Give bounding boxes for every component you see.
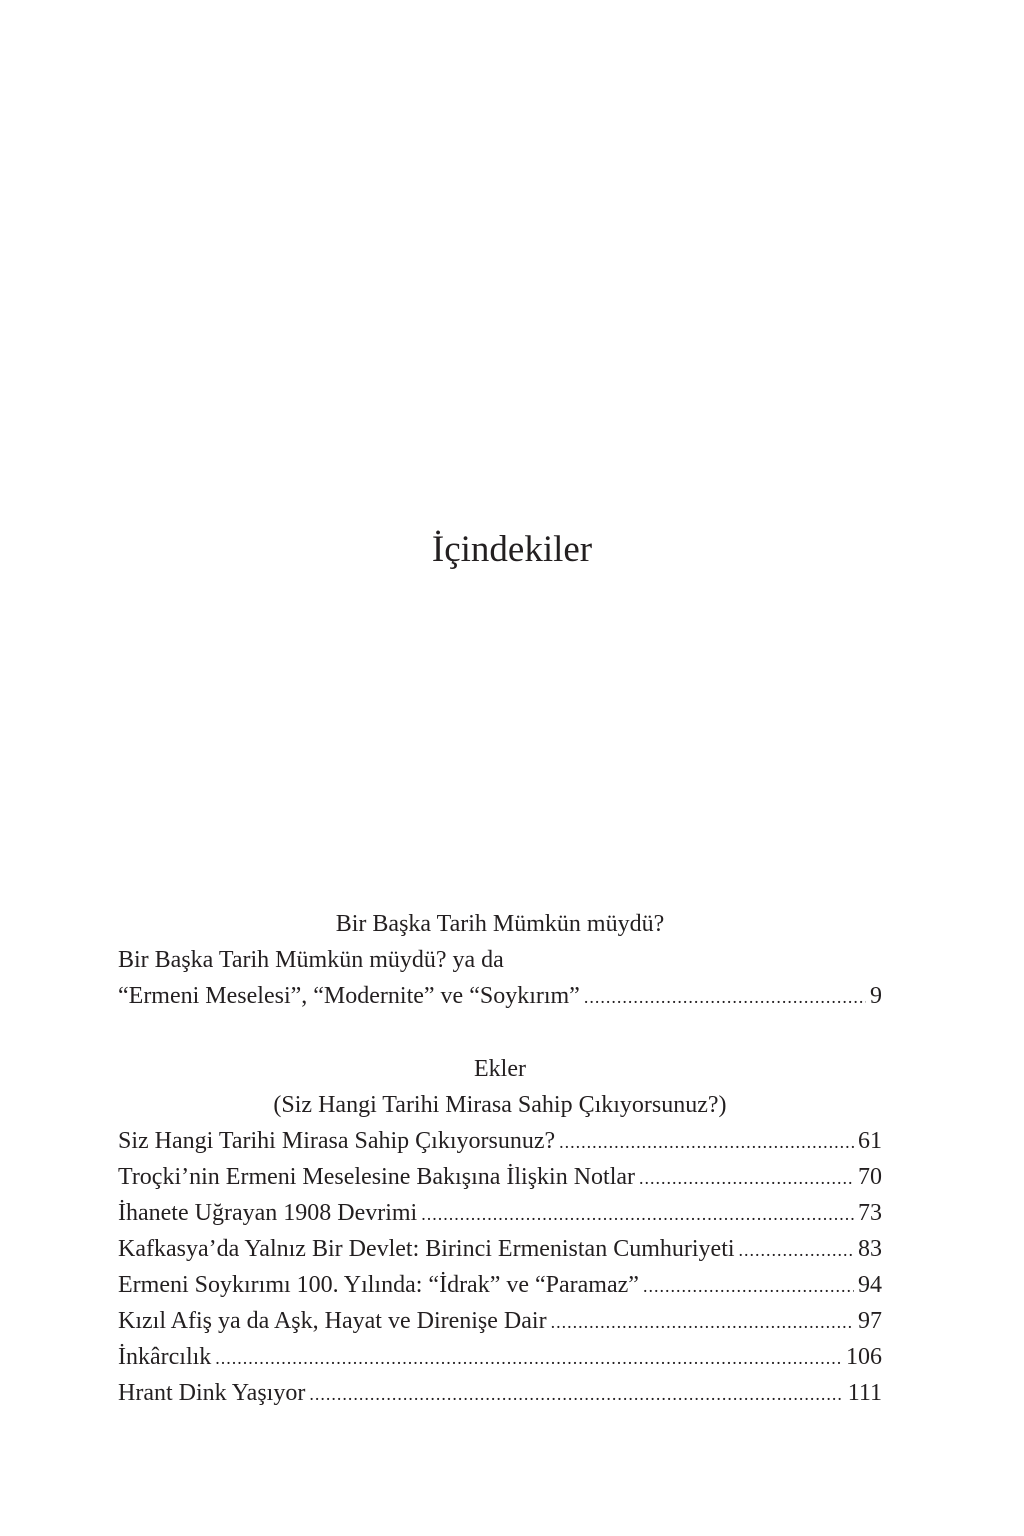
page-title: İçindekiler [431,529,593,570]
toc-entry[interactable] [118,1339,882,1375]
dot-leader [215,1340,842,1376]
toc-entry-title: Kafkasya’da Yalnız Bir Devlet: Birinci Ermenistan Cumhuriyeti [118,1236,735,1262]
toc-entry-title: Kızıl Afiş ya da Aşk, Hayat ve Direnişe Dair [118,1308,547,1334]
table-of-contents [118,906,882,1411]
toc-entry-title: İnkârcılık [118,1344,212,1370]
section-subheading-part2: (Siz Hangi Tarihi Mirasa Sahip Çıkıyorsunuz?) [273,1092,727,1118]
toc-entry[interactable] [118,1159,882,1195]
dot-leader [551,1304,854,1340]
toc-page-number: 83 [858,1236,882,1262]
toc-entry-title: “Ermeni Meselesi”, “Modernite” ve “Soykırım” [118,983,580,1009]
toc-entry[interactable] [118,978,882,1014]
toc-page-number: 111 [847,1380,882,1406]
toc-page-number: 94 [858,1272,882,1298]
dot-leader [421,1196,854,1232]
toc-entry[interactable] [118,1195,882,1231]
toc-page-number: 61 [858,1128,882,1154]
section-spacer [118,1014,882,1051]
toc-entry[interactable] [118,1303,882,1339]
toc-page-number: 9 [870,983,882,1009]
toc-page-number: 73 [858,1200,882,1226]
dot-leader [639,1160,854,1196]
dot-leader [309,1376,843,1412]
toc-entry-title: İhanete Uğrayan 1908 Devrimi [118,1200,418,1226]
toc-page-number: 106 [846,1344,882,1370]
toc-entry-title: Troçki’nin Ermeni Meselesine Bakışına İlişkin Notlar [118,1164,636,1190]
toc-entry[interactable] [118,1375,882,1411]
dot-leader [643,1268,854,1304]
toc-entry[interactable] [118,1267,882,1303]
toc-entry-first-line: Bir Başka Tarih Mümkün müydü? ya da [118,947,504,973]
toc-page-number: 97 [858,1308,882,1334]
toc-entry[interactable] [118,1231,882,1267]
dot-leader [739,1232,854,1268]
toc-entry-title: Hrant Dink Yaşıyor [118,1380,306,1406]
toc-page-number: 70 [858,1164,882,1190]
toc-entry-title: Ermeni Soykırımı 100. Yılında: “İdrak” ve “Paramaz” [118,1272,639,1298]
dot-leader [584,979,866,1015]
toc-entry-title: Siz Hangi Tarihi Mirasa Sahip Çıkıyorsunuz? [118,1128,556,1154]
toc-entry[interactable] [118,1123,882,1159]
section-heading-part1: Bir Başka Tarih Mümkün müydü? [335,911,665,937]
dot-leader [559,1124,854,1160]
section-heading-part2: Ekler [474,1056,526,1082]
